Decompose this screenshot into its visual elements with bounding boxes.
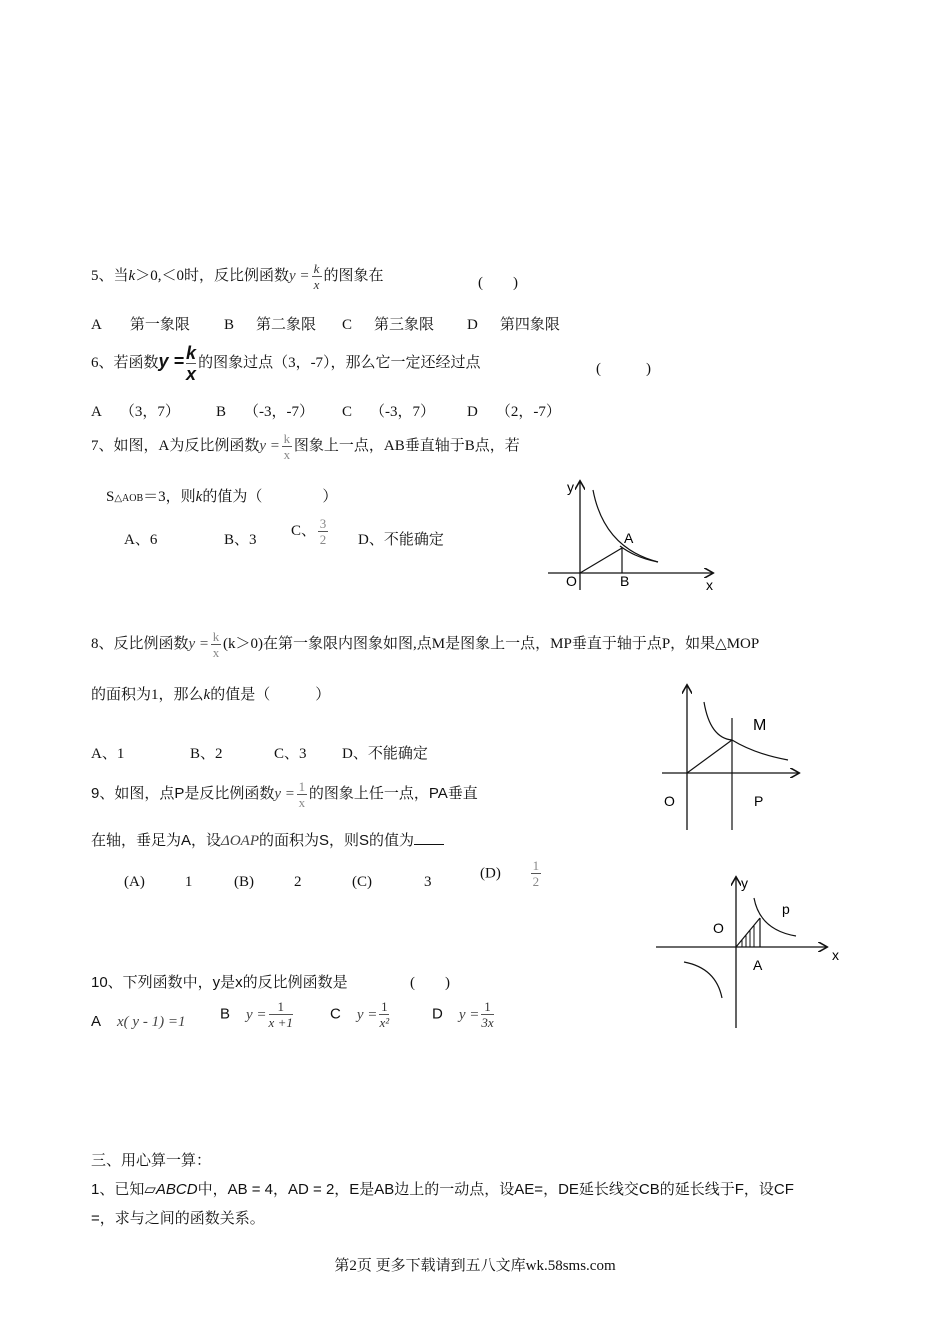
q7-option-b: B、3 <box>224 532 257 548</box>
q7-segment-oa <box>580 548 622 573</box>
q7-option-c: C、 $\frac{3}{2}$ <box>291 516 327 547</box>
q5-option-a: A 第一象限 <box>91 317 190 333</box>
q6-option-b: B （-3，-7） <box>216 404 315 420</box>
q7-label-b: B <box>620 573 630 589</box>
q7-stem: 7、如图，A为反比例函数y = $\frac{k}{x}$ 图象上一点，AB垂直轴于B点，若 <box>91 431 520 462</box>
q10-answer-paren: ( ) <box>410 975 450 991</box>
q5-answer-paren: ( ) <box>478 275 518 291</box>
q8-label-o: O <box>664 793 675 809</box>
q10-option-c: C y = $\frac{1}{\text{x²}}$ <box>330 999 390 1030</box>
q7-figure <box>540 470 730 595</box>
q8-option-b: B、2 <box>190 746 223 762</box>
q9-label-y: y <box>741 875 748 891</box>
section3-title: 三、用心算一算： <box>91 1153 212 1169</box>
q5-stem: 5、当k＞0,＜0时，反比例函数y = $\frac{k}{x}$ 的图象在 <box>91 261 384 292</box>
q5-option-b: B 第二象限 <box>224 317 317 333</box>
q10-option-a: A x( y - 1) =1 <box>91 1013 186 1030</box>
page-footer: 第2页 更多下载请到五八文库wk.58sms.com <box>334 1258 616 1274</box>
q8-fraction: $\frac{k}{x}$ <box>212 629 220 660</box>
q10-option-b: B y = $\frac{1}{x +1}$ <box>220 999 293 1030</box>
q9-label-p: p <box>782 901 790 917</box>
q6-stem: 6、若函数y = $\frac{k}{x}$ 的图象过点（3，-7），那么它一定还经过点 <box>91 343 481 384</box>
section3-problem1-line2: =，求与之间的函数关系。 <box>91 1210 265 1227</box>
q9-line2: 在轴，垂足为A，设ΔOAP的面积为S，则S的值为 <box>91 830 444 850</box>
q7-curve <box>593 490 658 562</box>
q7-label-o: O <box>566 573 577 589</box>
q8-label-m: M <box>753 717 767 734</box>
q8-figure <box>650 680 810 832</box>
q9-curve-q3 <box>684 962 722 998</box>
q9-option-d: (D) $\frac{1}{2}$ <box>480 858 540 889</box>
q6-option-a: A （3，7） <box>91 404 180 420</box>
q8-stem: 8、反比例函数y = $\frac{k}{x}$ (k＞0)在第一象限内图象如图,点M是图象上一点，MP垂直于轴于点P，如果△MOP <box>91 629 760 660</box>
q6-fraction: $\frac{k}{x}$ <box>186 343 197 384</box>
q8-line2: 的面积为1，那么k的值是（ ） <box>91 687 331 703</box>
q5-option-d: D 第四象限 <box>467 317 560 333</box>
q6-answer-paren: ( ) <box>596 361 651 377</box>
q8-option-d: D、不能确定 <box>342 746 428 762</box>
q9-segment-op <box>736 918 760 947</box>
q8-label-p: P <box>754 793 764 809</box>
q7-area-line: S△AOB＝3，则k的值为（ ） <box>106 489 338 505</box>
section3-problem1-line1: 1、已知▱ABCD中，AB = 4，AD = 2，E是AB边上的一动点，设AE=，DE延长线交CB的延长线于F，设CF <box>91 1181 794 1198</box>
q9-option-b: (B) 2 <box>234 874 302 890</box>
q5-fraction: $\frac{k}{x}$ <box>312 262 322 291</box>
q9-label-x: x <box>832 947 839 963</box>
q6-option-d: D （2，-7） <box>467 404 561 420</box>
q7-option-d: D、不能确定 <box>358 532 444 548</box>
q7-option-a: A、6 <box>124 532 158 548</box>
q9-answer-blank <box>414 830 444 845</box>
q9-figure <box>650 872 850 1032</box>
q9-label-o: O <box>713 920 724 936</box>
q10-stem: 10、下列函数中，y是x的反比例函数是 <box>91 974 348 991</box>
q7-label-y: y <box>567 479 574 495</box>
q9-option-c: (C) 3 <box>352 874 432 890</box>
q9-option-a: (A) 1 <box>124 874 193 890</box>
q7-label-x: x <box>706 577 713 593</box>
q7-fraction: $\frac{k}{x}$ <box>283 431 291 462</box>
q9-fraction: $\frac{1}{x}$ <box>298 779 306 810</box>
q9-stem: 9、如图，点P是反比例函数y = $\frac{1}{x}$ 的图象上任一点，PA垂直 <box>91 779 478 810</box>
q7-label-a: A <box>624 530 634 546</box>
q8-option-a: A、1 <box>91 746 125 762</box>
q6-option-c: C （-3，7） <box>342 404 436 420</box>
q8-option-c: C、3 <box>274 746 307 762</box>
q10-option-d: D y = $\frac{1}{3x}$ <box>432 999 494 1030</box>
q9-label-a: A <box>753 957 763 973</box>
q5-option-c: C 第三象限 <box>342 317 435 333</box>
q8-segment-om <box>687 740 732 773</box>
